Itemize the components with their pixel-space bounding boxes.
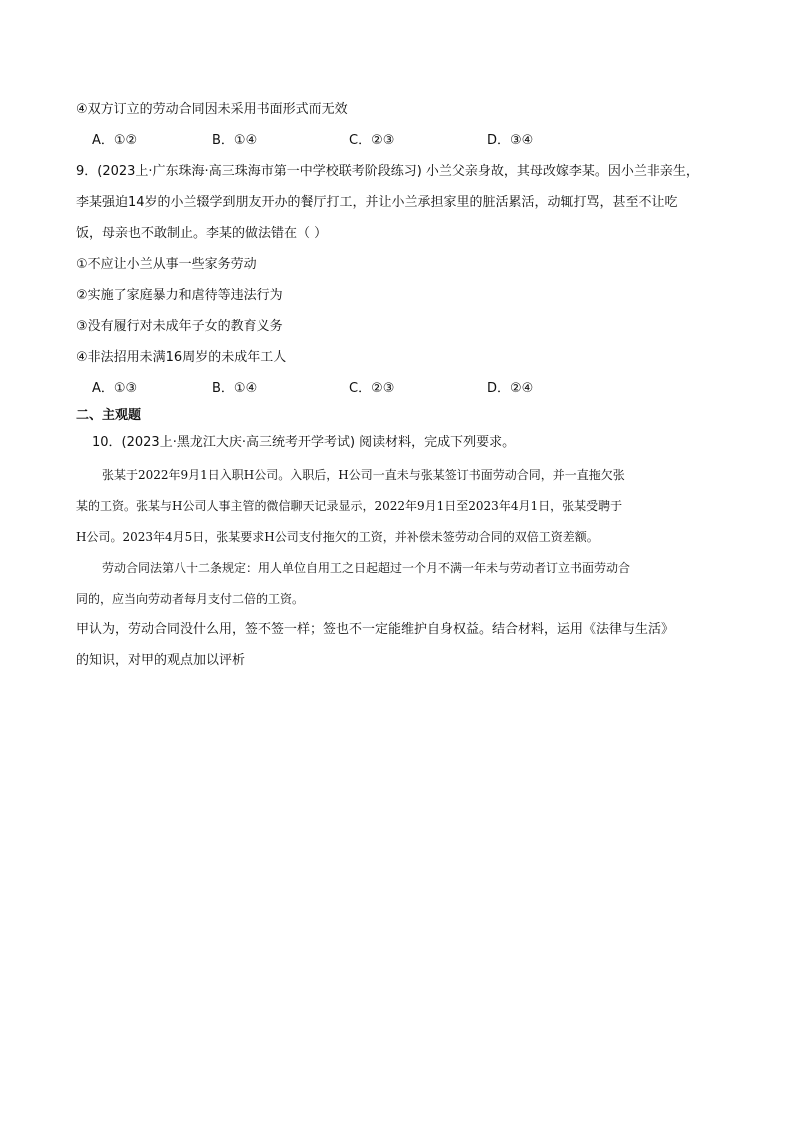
q9-option-a: A．①③ <box>92 381 138 396</box>
q9-statement-3: ③没有履行对未成年子女的教育义务 <box>76 319 283 334</box>
q8-statement-4: ④双方订立的劳动合同因未采用书面形式而无效 <box>76 102 348 117</box>
q10-question-line2: 的知识，对甲的观点加以评析 <box>76 653 246 668</box>
q9-stem-line-1: 9．(2023上·广东珠海·高三珠海市第一中学校联考阶段练习) 小兰父亲身故，其母改嫁李某。因小兰非亲生， <box>76 164 699 179</box>
q9-option-c: C．②③ <box>349 381 395 396</box>
q9-statement-2: ②实施了家庭暴力和虐待等违法行为 <box>76 288 283 303</box>
q9-stem-line-3: 饭，母亲也不敢制止。李某的做法错在（ ） <box>76 226 328 241</box>
q9-option-b: B．①④ <box>212 381 258 396</box>
q9-statement-1: ①不应让小兰从事一些家务劳动 <box>76 257 257 272</box>
q8-option-c: C．②③ <box>349 133 395 148</box>
q9-stem-line-2: 李某强迫14岁的小兰辍学到朋友开办的餐厅打工，并让小兰承担家里的脏活累活，动辄打骂，甚至不让吃 <box>76 195 678 210</box>
q10-material-para2-line1: 劳动合同法第八十二条规定：用人单位自用工之日起超过一个月不满一年未与劳动者订立书面劳动合 <box>102 561 631 575</box>
q8-option-d: D．③④ <box>487 133 534 148</box>
q9-statement-4: ④非法招用未满16周岁的未成年工人 <box>76 350 287 365</box>
q10-material-para1-line2: 某的工资。张某与H公司人事主管的微信聊天记录显示，2022年9月1日至2023年4月1日，张某受聘于 <box>76 499 623 513</box>
q10-material-para1-line3: H公司。2023年4月5日，张某要求H公司支付拖欠的工资，并补偿未签劳动合同的双倍工资差额。 <box>76 530 599 544</box>
q9-option-d: D．②④ <box>487 381 534 396</box>
section-heading: 二、主观题 <box>76 408 142 423</box>
q10-question-line1: 甲认为，劳动合同没什么用，签不签一样；签也不一定能维护自身权益。结合材料，运用《法律与生活》 <box>76 622 675 637</box>
q8-option-b: B．①④ <box>212 133 258 148</box>
q10-material-para2-line2: 同的，应当向劳动者每月支付二倍的工资。 <box>76 592 305 606</box>
q10-stem: 10．(2023上·黑龙江大庆·高三统考开学考试) 阅读材料，完成下列要求。 <box>92 435 516 450</box>
q10-material-para1-line1: 张某于2022年9月1日入职H公司。入职后，H公司一直未与张某签订书面劳动合同，并一直拖欠张 <box>102 468 625 482</box>
q8-option-a: A．①② <box>92 133 138 148</box>
